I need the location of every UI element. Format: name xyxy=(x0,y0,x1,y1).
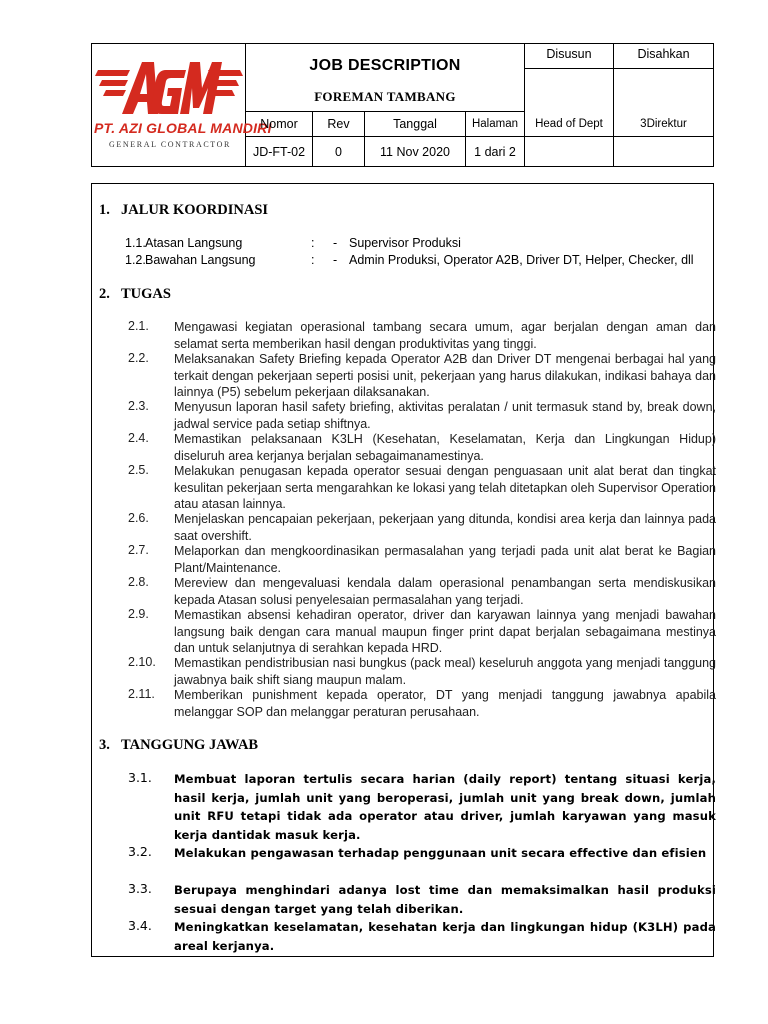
section-number: 3. xyxy=(99,737,110,753)
item-text: Memastikan pendistribusian nasi bungkus (pack meal) keseluruh anggota yang menjadi tanggung jawabnya baik shift siang maupun malam. xyxy=(174,656,716,687)
coordination-dash: - xyxy=(333,253,338,267)
item-number: 2.8. xyxy=(128,575,149,589)
document-subtitle: FOREMAN TAMBANG xyxy=(314,89,456,104)
item-number: 3.3. xyxy=(128,881,152,896)
disahkan-role: 3Direktur xyxy=(640,118,687,130)
coordination-number: 1.1. xyxy=(125,236,146,250)
item-number: 2.2. xyxy=(128,351,149,365)
company-logo xyxy=(94,56,272,156)
item-number: 2.1. xyxy=(128,319,149,333)
coordination-colon: : xyxy=(311,236,315,250)
halaman-value: 1 dari 2 xyxy=(474,144,516,159)
item-text: Memastikan pelaksanaan K3LH (Kesehatan, Keselamatan, Kerja dan Lingkungan Hidup) diseluruh area kerjanya berjalan sebagaimanamestinya. xyxy=(174,432,716,463)
section-heading-tanggung-jawab xyxy=(99,737,258,754)
item-number: 2.7. xyxy=(128,543,149,557)
item-text: Melakukan penugasan kepada operator sesuai dengan penguasaan unit alat berat dan tingkat kesulitan pekerjaan serta mengarahkan ke lokasi yang telah ditetapkan oleh Supervisor Operation atau atasan lainnya. xyxy=(174,464,716,511)
section-title: TANGGUNG JAWAB xyxy=(121,737,259,753)
disusun-label: Disusun xyxy=(546,47,592,61)
item-number: 2.3. xyxy=(128,399,149,413)
item-text: Membuat laporan tertulis secara harian (daily report) tentang situasi kerja, hasil kerja, jumlah unit yang beroperasi, jumlah unit yang break down, jumlah unit RFU tetapi tidak ada operator atau driver, jumlah karyawan yang masuk kerja dantidak masuk kerja. xyxy=(174,772,716,842)
section-heading-tugas xyxy=(99,286,171,303)
item-text: Mengawasi kegiatan operasional tambang secara umum, agar berjalan dengan aman dan selamat serta memberikan hasil dengan produktivitas yang tinggi. xyxy=(174,320,716,351)
item-number: 3.4. xyxy=(128,918,152,933)
item-text: Mereview dan mengevaluasi kendala dalam operasional penambangan serta mendiskusikan kepada Atasan solusi penyelesaian permasalahan yang terjadi. xyxy=(174,576,716,607)
document-header xyxy=(91,43,714,167)
coordination-label: Atasan Langsung xyxy=(145,236,243,250)
rev-value: 0 xyxy=(335,144,342,159)
coordination-label: Bawahan Langsung xyxy=(145,253,256,267)
item-text: Berupaya menghindari adanya lost time dan memaksimalkan hasil produksi sesuai dengan target yang telah diberikan. xyxy=(174,883,716,916)
coordination-dash: - xyxy=(333,236,338,250)
item-text: Melakukan pengawasan terhadap penggunaan unit secara effective dan efisien xyxy=(174,846,707,860)
item-text: Meningkatkan keselamatan, kesehatan kerja dan lingkungan hidup (K3LH) pada areal kerjanya. xyxy=(174,920,716,953)
item-number: 3.2. xyxy=(128,844,152,859)
item-number: 3.1. xyxy=(128,770,152,785)
item-number: 2.5. xyxy=(128,463,149,477)
nomor-label: Nomor xyxy=(260,117,298,131)
document-body xyxy=(91,183,714,957)
coordination-colon: : xyxy=(311,253,315,267)
item-text: Memastikan absensi kehadiran operator, driver dan karyawan lainnya yang menjadi bawahan langsung baik dengan cara manual maupun finger print dapat berjalan sebagaimana mestinya dan untuk selanjutnya di serahkan kepada HRD. xyxy=(174,608,716,655)
item-text: Memberikan punishment kepada operator, DT yang menjadi tanggung jawabnya apabila melanggar SOP dan melanggar peraturan perusahaan. xyxy=(174,688,716,719)
item-text: Menyusun laporan hasil safety briefing, aktivitas peralatan / unit termasuk stand by, break down, jadwal service pada setiap shiftnya. xyxy=(174,400,716,431)
item-number: 2.9. xyxy=(128,607,149,621)
disahkan-label: Disahkan xyxy=(637,47,690,61)
coordination-value: Supervisor Produksi xyxy=(349,236,461,250)
company-tagline: GENERAL CONTRACTOR xyxy=(109,140,231,149)
item-number: 2.11. xyxy=(128,687,155,701)
item-number: 2.4. xyxy=(128,431,149,445)
item-text: Melaksanakan Safety Briefing kepada Operator A2B dan Driver DT mengenai berbagai hal yang terkait dengan pekerjaan seperti posisi unit, pekerjaan yang harus dilakukan, indikasi bahaya dan lainnya (P5) sebelum pekerjaan dilaksanakan. xyxy=(174,352,716,399)
agm-logo-mark xyxy=(94,56,244,120)
section-heading-koordinasi xyxy=(99,202,268,219)
section-title: JALUR KOORDINASI xyxy=(121,202,269,218)
nomor-value: JD-FT-02 xyxy=(252,144,306,159)
rev-label: Rev xyxy=(327,117,350,131)
company-name: PT. AZI GLOBAL MANDIRI xyxy=(94,120,272,136)
section-number: 1. xyxy=(99,202,110,218)
tanggal-value: 11 Nov 2020 xyxy=(380,144,450,159)
section-number: 2. xyxy=(99,286,110,302)
disusun-role: Head of Dept xyxy=(535,118,603,130)
coordination-number: 1.2. xyxy=(125,253,146,267)
item-number: 2.6. xyxy=(128,511,149,525)
document-title: JOB DESCRIPTION xyxy=(309,57,461,74)
tanggal-label: Tanggal xyxy=(393,117,437,131)
halaman-label: Halaman xyxy=(471,118,519,130)
item-text: Menjelaskan pencapaian pekerjaan, pekerjaan yang ditunda, kondisi area kerja dan lainnya pada saat overshift. xyxy=(174,512,716,543)
item-number: 2.10. xyxy=(128,655,156,669)
section-title: TUGAS xyxy=(121,286,171,302)
header-divider xyxy=(524,68,713,69)
item-text: Melaporkan dan mengkoordinasikan permasalahan yang terjadi pada unit alat berat ke Bagian Plant/Maintenance. xyxy=(174,544,716,575)
coordination-value: Admin Produksi, Operator A2B, Driver DT, Helper, Checker, dll xyxy=(349,253,694,267)
